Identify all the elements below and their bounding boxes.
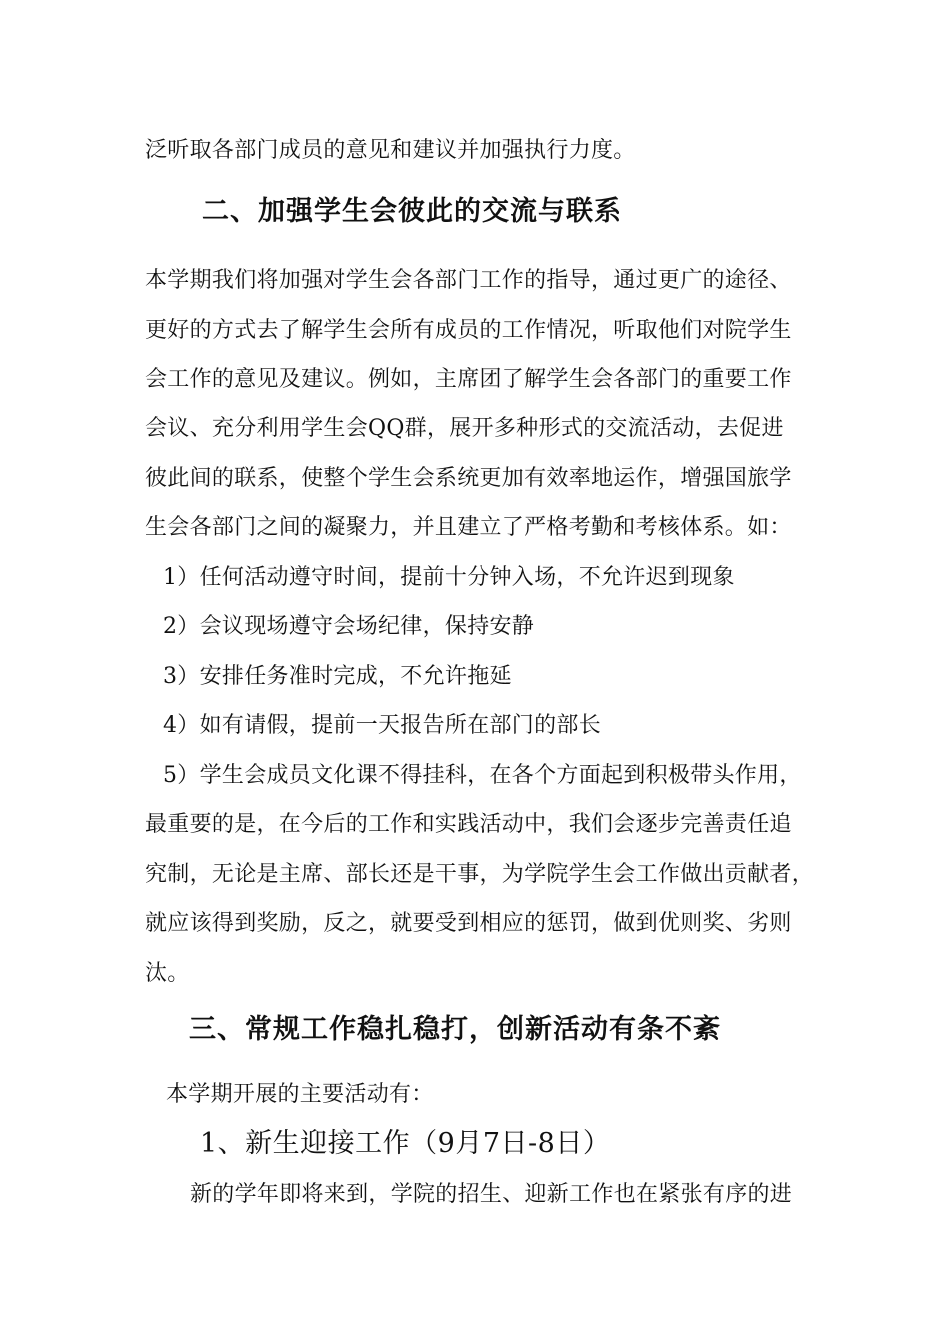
paragraph-line: 本学期开展的主要活动有： <box>166 1082 434 1107</box>
paragraph-line: 新的学年即将来到，学院的招生、迎新工作也在紧张有序的进 <box>190 1182 793 1207</box>
list-item: 4）如有请假，提前一天报告所在部门的部长 <box>163 713 601 738</box>
list-item: 1）任何活动遵守时间，提前十分钟入场，不允许迟到现象 <box>163 565 735 590</box>
paragraph-line: 究制，无论是主席、部长还是干事，为学院学生会工作做出贡献者， <box>145 862 815 887</box>
list-item: 3）安排任务准时完成，不允许拖延 <box>163 664 512 689</box>
paragraph-line: 更好的方式去了解学生会所有成员的工作情况，听取他们对院学生 <box>145 318 792 343</box>
paragraph-line: 汰。 <box>145 961 190 986</box>
paragraph-line: 生会各部门之间的凝聚力，并且建立了严格考勤和考核体系。如： <box>145 515 792 540</box>
paragraph-line: 会工作的意见及建议。例如，主席团了解学生会各部门的重要工作 <box>145 367 792 392</box>
paragraph-line: 本学期我们将加强对学生会各部门工作的指导，通过更广的途径、 <box>145 268 792 293</box>
paragraph-line: 泛听取各部门成员的意见和建议并加强执行力度。 <box>145 138 636 163</box>
list-item: 5）学生会成员文化课不得挂科，在各个方面起到积极带头作用， <box>163 763 802 788</box>
paragraph-line: 会议、充分利用学生会QQ群，展开多种形式的交流活动，去促进 <box>145 416 784 441</box>
paragraph-line: 彼此间的联系，使整个学生会系统更加有效率地运作，增强国旅学 <box>145 466 792 491</box>
paragraph-line: 最重要的是，在今后的工作和实践活动中，我们会逐步完善责任追 <box>145 812 792 837</box>
subsection-heading: 1、新生迎接工作（9月7日-8日） <box>200 1128 611 1159</box>
section-heading-2: 二、加强学生会彼此的交流与联系 <box>202 196 622 227</box>
section-heading-3: 三、常规工作稳扎稳打，创新活动有条不紊 <box>189 1014 721 1045</box>
paragraph-line: 就应该得到奖励，反之，就要受到相应的惩罚，做到优则奖、劣则 <box>145 911 792 936</box>
list-item: 2）会议现场遵守会场纪律，保持安静 <box>163 614 535 639</box>
